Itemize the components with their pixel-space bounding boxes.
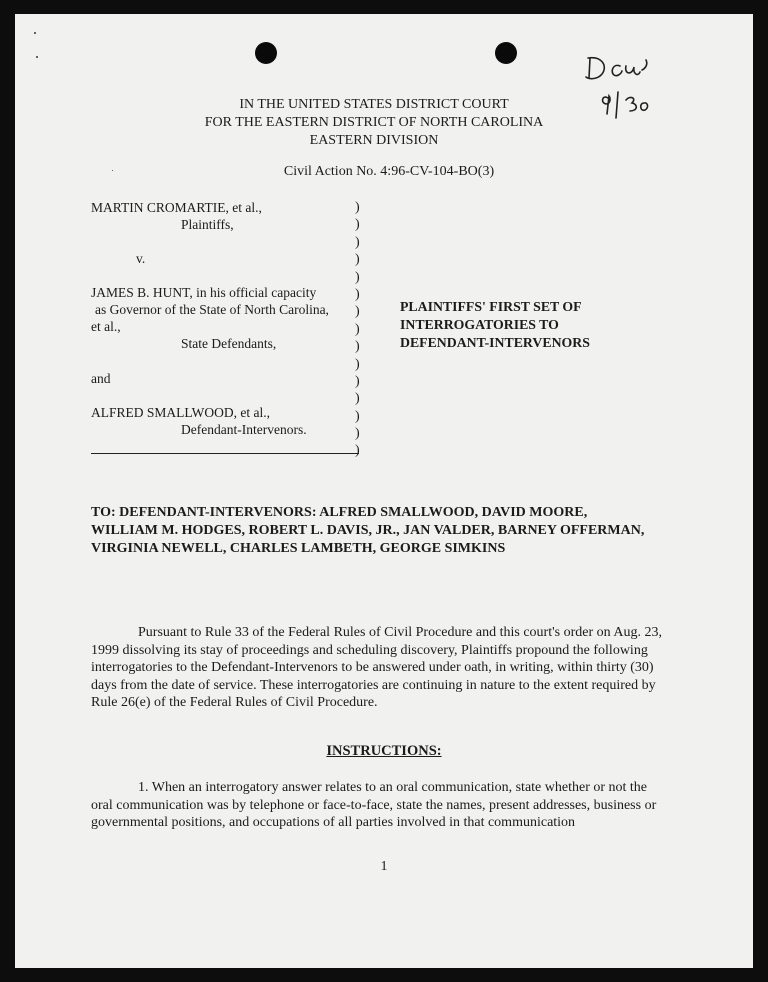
caption-defendant-line-2: as Governor of the State of North Carolina, [95,302,329,317]
court-line-2: FOR THE EASTERN DISTRICT OF NORTH CAROLINA [204,115,544,130]
page-number: 1 [380,859,388,874]
caption-defendant-line-1: JAMES B. HUNT, in his official capacity [91,285,317,300]
caption-plaintiff-role: Plaintiffs, [181,217,234,232]
document-page [15,14,753,968]
caption-and: and [91,371,111,386]
instructions-heading [15,743,753,760]
punch-hole-left [255,42,277,64]
addressees: TO: DEFENDANT-INTERVENORS: ALFRED SMALLWOOD, DAVID MOORE, WILLIAM M. HODGES, ROBERT L. DAVIS, JR., JAN VALDER, BARNEY OFFERMAN, VIRGINIA NEWELL, CHARLES LAMBETH, GEORGE SIMKINS [91,505,645,556]
intro-paragraph: Pursuant to Rule 33 of the Federal Rules of Civil Procedure and this court's order on Aug. 23, 1999 dissolving its stay of proceedings and scheduling discovery, Plaintiffs propound the following interrogatories to the Defendant-Intervenors to be answered under oath, in writing, within thirty (30) days from the date of service. These interrogatories are continuing in nature to the extent required by Rule 26(e) of the Federal Rules of Civil Procedure. [91,625,662,710]
caption-plaintiff: MARTIN CROMARTIE, et al., [91,200,262,215]
document-title-line-1: PLAINTIFFS' FIRST SET OF [400,299,582,314]
caption-intervenor-role: Defendant-Intervenors. [181,422,307,437]
court-heading [15,96,753,150]
document-title-line-3: DEFENDANT-INTERVENORS [400,335,590,350]
civil-action-text: Civil Action No. 4:96-CV-104-BO(3) [283,164,495,179]
civil-action-number [15,164,753,180]
caption-parentheses: ) ) ) ) ) ) ) ) ) ) ) ) ) ) ) [355,200,360,459]
caption-rule [91,453,359,454]
punch-hole-right [495,42,517,64]
instruction-1: 1. When an interrogatory answer relates to an oral communication, state whether or not the oral communication was by telephone or face-to-face, state the names, present addresses, business or governmental positions, and occupations of all parties involved in that communication [91,780,657,830]
court-line-1: IN THE UNITED STATES DISTRICT COURT [239,97,509,112]
court-line-3: EASTERN DIVISION [309,133,439,148]
document-title [400,298,590,352]
scan-speck [36,56,38,58]
document-title-line-2: INTERROGATORIES TO [400,317,559,332]
caption-defendant-line-3: et al., [91,319,121,334]
instructions-heading-text: INSTRUCTIONS: [326,743,442,759]
caption-defendant-role: State Defendants, [181,336,277,351]
caption-intervenor: ALFRED SMALLWOOD, et al., [91,405,270,420]
scan-speck [34,32,36,34]
caption-versus: v. [136,251,146,266]
